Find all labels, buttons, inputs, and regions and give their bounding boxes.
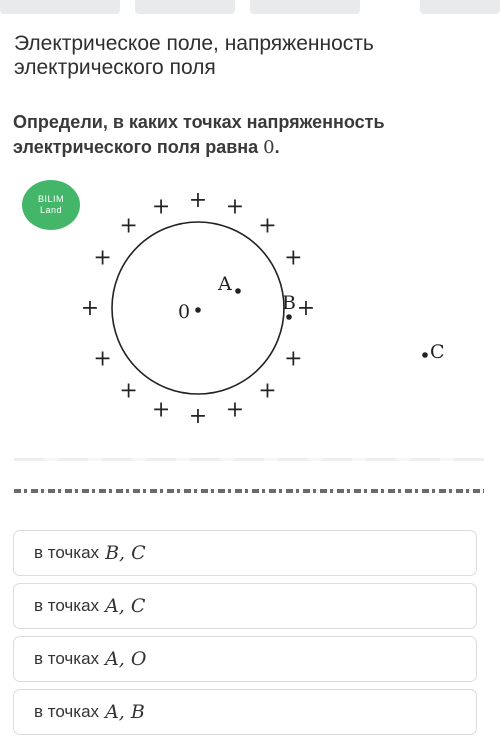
charge-plus-9: + [80,296,100,321]
logo-line-1: BILIM [37,194,64,204]
answer-option-2[interactable] [13,583,477,629]
point-center-label: 0 [178,301,191,323]
answer-prefix: в точках [34,702,100,721]
answer-prefix: в точках [34,596,100,615]
point-a-dot [235,288,241,294]
point-center-dot [195,307,201,313]
top-strip [0,0,500,14]
answer-points: B, C [105,542,146,564]
charge-plus-7: + [93,245,112,271]
answer-option-3[interactable] [13,636,477,682]
charge-plus-10: + [284,346,303,372]
point-c-label: C [430,341,445,363]
point-b-label: B [282,292,296,314]
question-period: . [274,137,280,157]
charge-plus-1: + [188,190,208,213]
charge-plus-14: + [225,397,245,423]
charge-plus-3: + [151,194,171,220]
answer-option-4[interactable] [13,689,477,735]
question-body: Определи, в каких точках напряженность электрического поля равна [13,112,385,157]
charge-plus-11: + [93,346,112,372]
charge-plus-5: + [119,213,138,239]
answer-option-1[interactable] [13,530,477,576]
divider [14,458,484,461]
charge-plus-12: + [258,378,277,404]
divider-dashed [14,489,484,493]
page-title: Электрическое поле, напряженность электрического поля [14,32,374,80]
logo-line-2: Land [39,205,63,215]
point-b-dot [286,314,292,320]
charge-plus-8: + [296,296,316,321]
answer-points: A, B [105,701,145,723]
charge-plus-13: + [119,378,138,404]
answer-prefix: в точках [34,649,100,668]
point-a-label: A [218,273,232,295]
answer-prefix: в точках [34,543,100,562]
answer-points: A, C [105,595,146,617]
charge-plus-4: + [258,213,277,239]
question-value: 0 [263,137,275,158]
charge-plus-16: + [188,404,208,429]
answer-points: A, O [105,648,147,670]
question-text [13,110,483,160]
point-c-dot [422,352,428,358]
answer-options [13,530,477,742]
charge-plus-6: + [284,245,303,271]
charged-sphere-diagram [60,190,480,430]
charge-plus-15: + [151,397,171,423]
charge-plus-2: + [225,194,245,220]
